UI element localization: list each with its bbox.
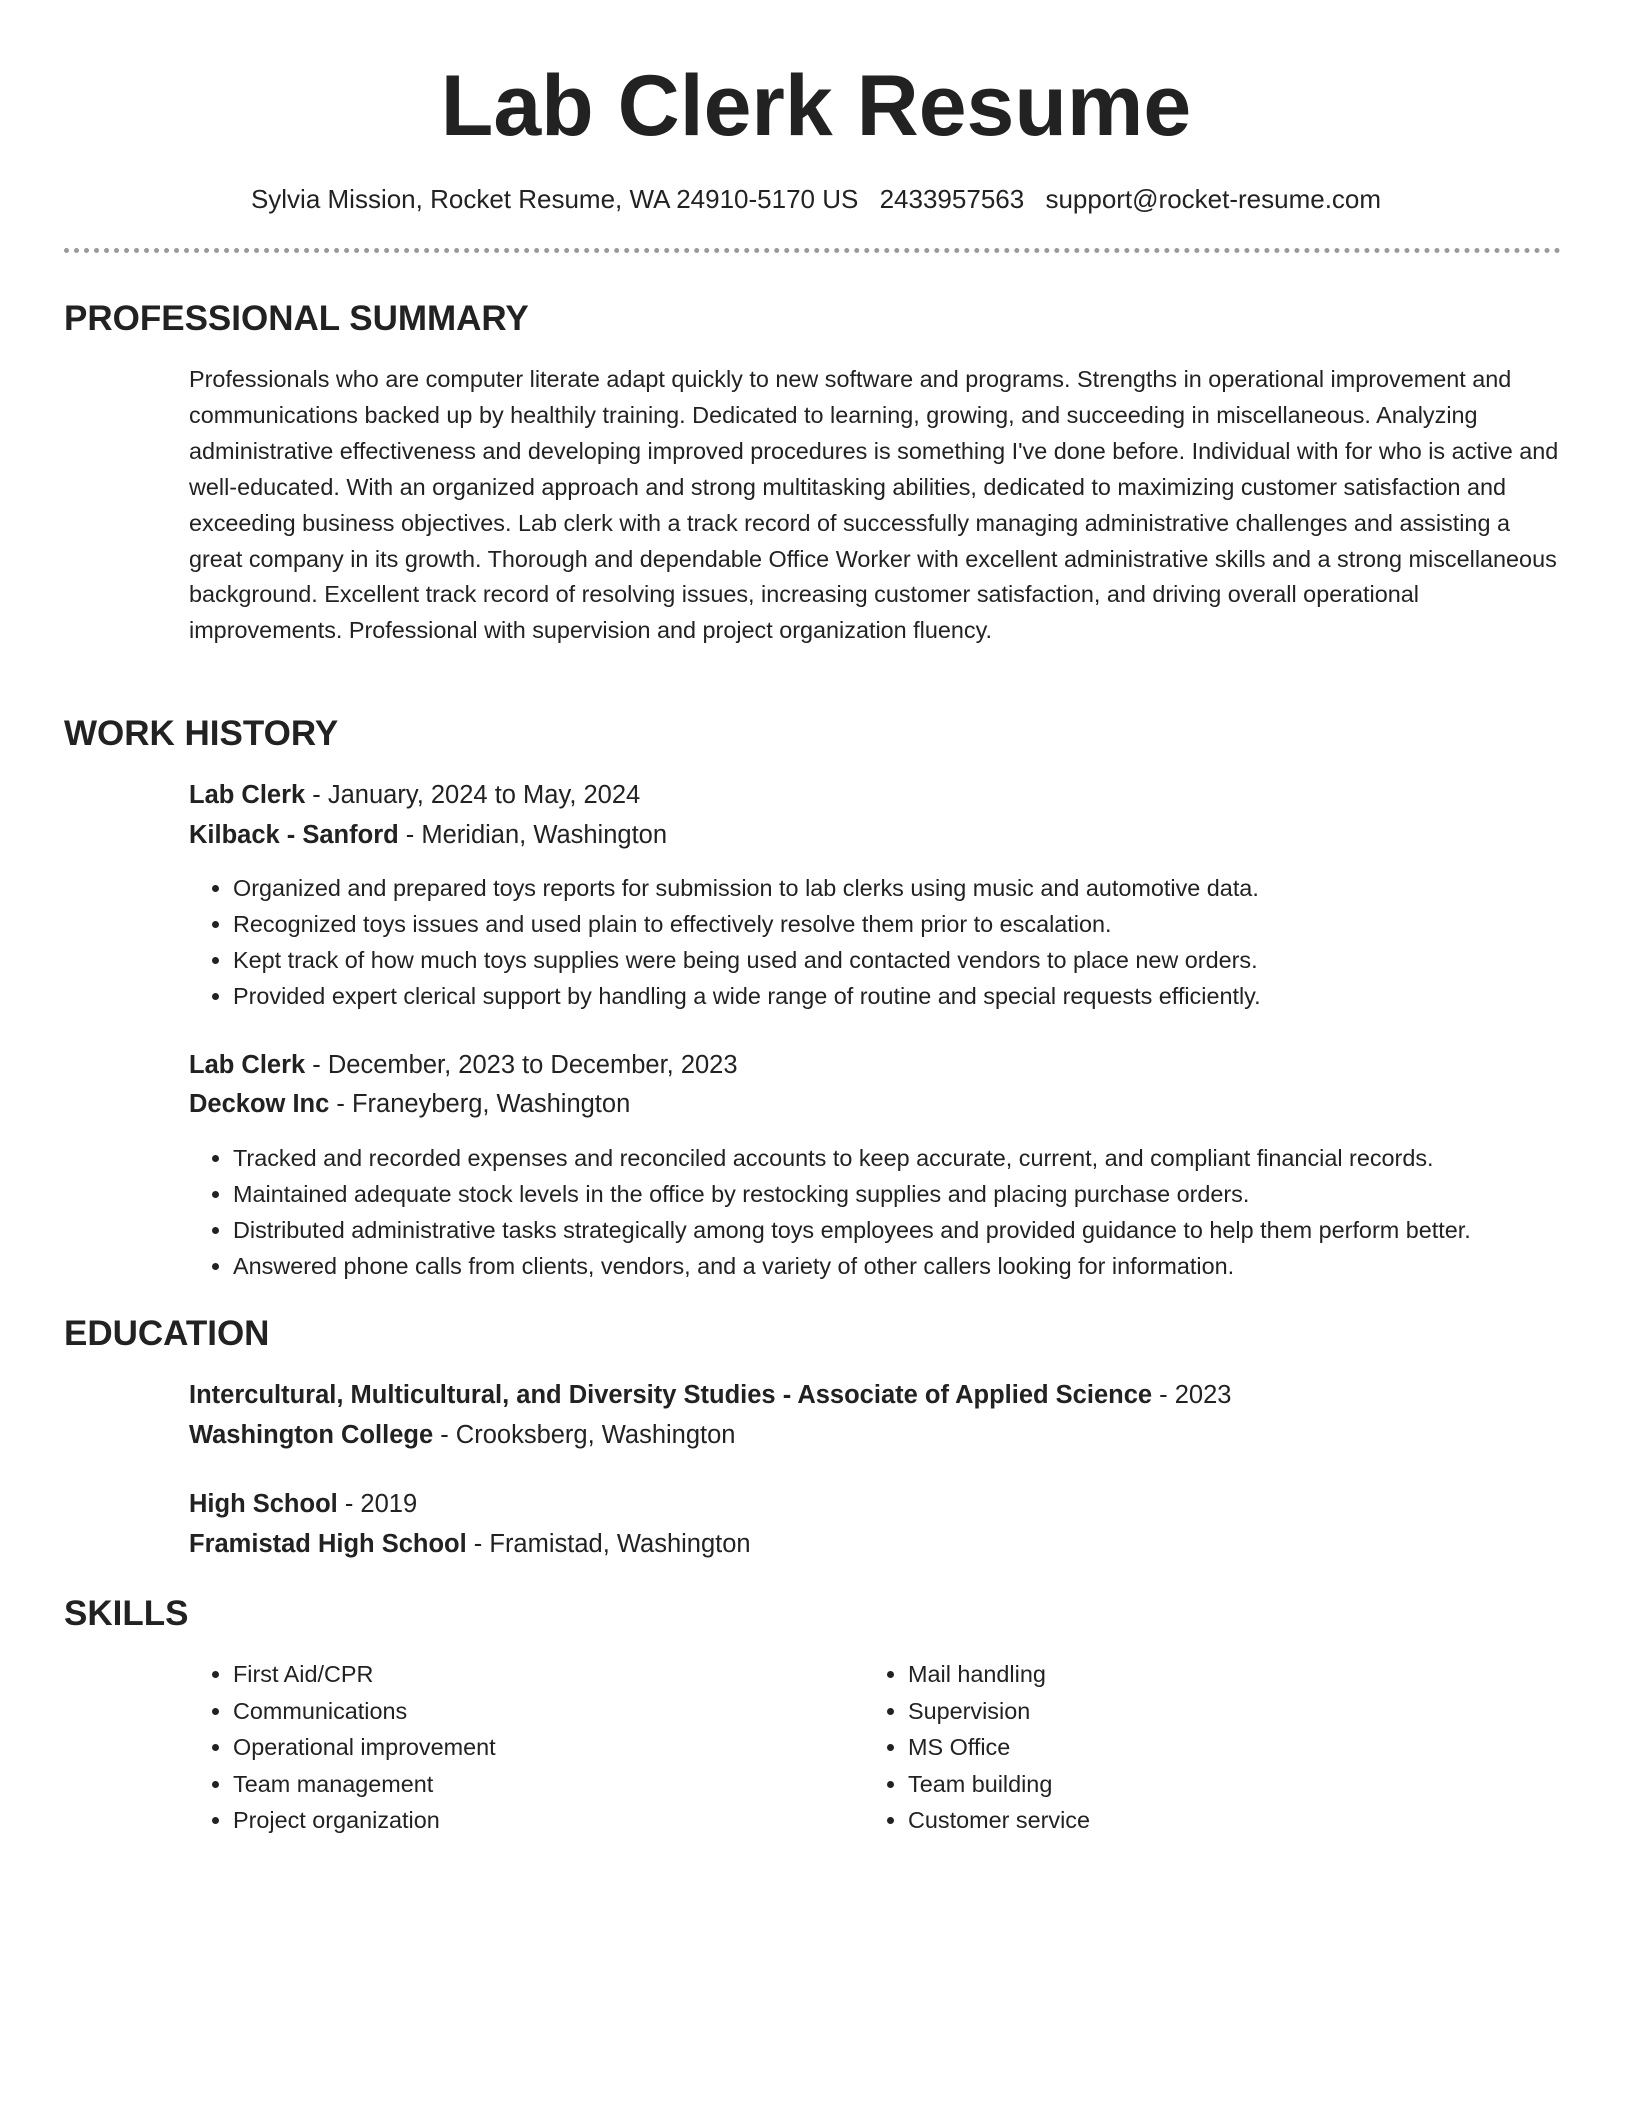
contact-phone: 2433957563 xyxy=(879,184,1025,214)
education-school-line xyxy=(189,1418,736,1452)
education-year: - 2023 xyxy=(1152,1381,1232,1409)
job-dates: - December, 2023 to December, 2023 xyxy=(305,1051,738,1079)
summary-text: Professionals who are computer literate adapt quickly to new software and programs. Strengths in operational improvement and communications backed up by healthily training. Dedicated to learning, growing, and succeeding in miscellaneous. Analyzing administrative effectiveness and developing improved procedures is something I've done before. Individual with for who is active and well-educated. With an organized approach and strong multitasking abilities, dedicated to maximizing customer satisfaction and exceeding business objectives. Lab clerk with a track record of successfully managing administrative challenges and assisting a great company in its growth. Thorough and dependable Office Worker with excellent administrative skills and a strong miscellaneous background. Excellent track record of resolving issues, increasing customer satisfaction, and driving overall operational improvements. Professional with supervision and project organization fluency. xyxy=(189,366,1559,644)
education-location: - Framistad, Washington xyxy=(466,1530,751,1558)
contact-email: support@rocket-resume.com xyxy=(1045,184,1382,214)
job-bullets xyxy=(189,870,1579,1014)
list-item: • Distributed administrative tasks strategically among toys employees and provided guidance to help them perform better. xyxy=(233,1212,1579,1248)
list-item: • Organized and prepared toys reports for submission to lab clerks using music and automotive data. xyxy=(233,870,1579,906)
work-history-heading: WORK HISTORY xyxy=(64,714,339,753)
job-company-line xyxy=(189,1087,630,1121)
education-degree: High School xyxy=(189,1490,338,1518)
skill-item: • First Aid/CPR xyxy=(233,1656,496,1693)
education-degree-line xyxy=(189,1378,1231,1412)
job-company: Kilback - Sanford xyxy=(189,821,399,849)
job-title-line xyxy=(189,1048,738,1082)
skill-item: • Communications xyxy=(233,1693,496,1730)
skill-item: • Operational improvement xyxy=(233,1729,496,1766)
education-heading: EDUCATION xyxy=(64,1314,270,1353)
list-item: • Recognized toys issues and used plain to effectively resolve them prior to escalation. xyxy=(233,906,1579,942)
job-location: - Franeyberg, Washington xyxy=(329,1090,631,1118)
education-year: - 2019 xyxy=(337,1490,418,1518)
list-item: • Answered phone calls from clients, vendors, and a variety of other callers looking for information. xyxy=(233,1248,1579,1284)
skill-item: • Mail handling xyxy=(908,1656,1090,1693)
skills-list-left xyxy=(189,1656,496,1839)
education-school: Washington College xyxy=(189,1421,434,1449)
education-degree-line xyxy=(189,1487,417,1521)
skill-item: • Supervision xyxy=(908,1693,1090,1730)
education-degree: Intercultural, Multicultural, and Diversity Studies - Associate of Applied Science xyxy=(189,1381,1153,1409)
skill-item: • Team building xyxy=(908,1766,1090,1803)
job-location: - Meridian, Washington xyxy=(398,821,668,849)
contact-address: Sylvia Mission, Rocket Resume, WA 24910-5170 US xyxy=(250,184,859,214)
job-title: Lab Clerk xyxy=(189,1051,306,1079)
job-bullets xyxy=(189,1140,1579,1284)
education-location: - Crooksberg, Washington xyxy=(433,1421,736,1449)
skill-item: • Customer service xyxy=(908,1802,1090,1839)
education-school: Framistad High School xyxy=(189,1530,467,1558)
job-title: Lab Clerk xyxy=(189,781,306,809)
job-dates: - January, 2024 to May, 2024 xyxy=(305,781,641,809)
list-item: • Tracked and recorded expenses and reconciled accounts to keep accurate, current, and compliant financial records. xyxy=(233,1140,1579,1176)
header-divider xyxy=(64,248,1561,253)
skill-item: • MS Office xyxy=(908,1729,1090,1766)
list-item: • Kept track of how much toys supplies were being used and contacted vendors to place new orders. xyxy=(233,942,1579,978)
job-company-line xyxy=(189,818,667,852)
job-title-line xyxy=(189,778,640,812)
skill-item: • Project organization xyxy=(233,1802,496,1839)
summary-heading: PROFESSIONAL SUMMARY xyxy=(64,299,529,338)
contact-line xyxy=(0,182,1632,216)
resume-title: Lab Clerk Resume xyxy=(440,58,1192,154)
list-item: • Maintained adequate stock levels in the office by restocking supplies and placing purchase orders. xyxy=(233,1176,1579,1212)
job-company: Deckow Inc xyxy=(189,1090,330,1118)
skills-heading: SKILLS xyxy=(64,1594,189,1633)
skills-list-right xyxy=(864,1656,1090,1839)
list-item: • Provided expert clerical support by handling a wide range of routine and special requests efficiently. xyxy=(233,978,1579,1014)
education-school-line xyxy=(189,1527,751,1561)
skill-item: • Team management xyxy=(233,1766,496,1803)
